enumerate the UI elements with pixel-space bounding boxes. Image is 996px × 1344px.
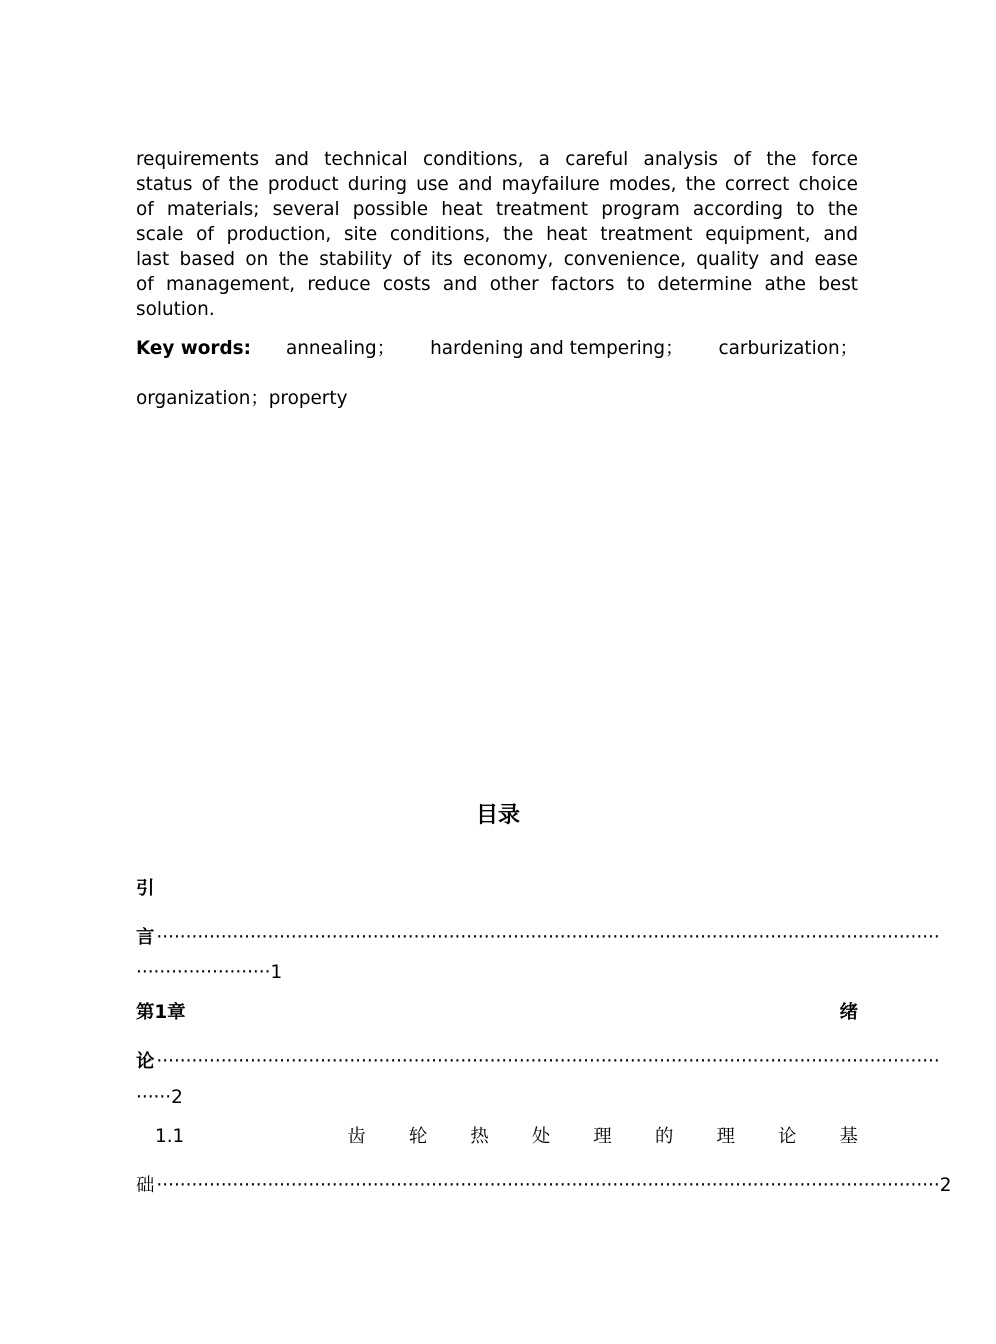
toc-section-char: 齿 xyxy=(347,1126,366,1147)
toc-section-char: 理 xyxy=(716,1126,735,1147)
toc-chapter-prefix: 第1章 xyxy=(136,1002,186,1023)
toc-section-char: 的 xyxy=(654,1126,674,1147)
toc-leader-dots: ······················· xyxy=(136,962,271,983)
toc-entry-section-1-1-line[interactable] xyxy=(136,1173,952,1198)
abstract-line: of materials; several possible heat treatment program according to the xyxy=(136,199,858,220)
toc-chapter-char: 论 xyxy=(136,1051,155,1072)
keyword-item: hardening and tempering； xyxy=(430,338,684,359)
toc-leader-dots: ······································································································································ xyxy=(156,1051,940,1072)
abstract-line: last based on the stability of its economy, convenience, quality and ease xyxy=(136,249,858,270)
keyword-item: carburization； xyxy=(718,338,858,359)
abstract-line: scale of production, site conditions, the heat treatment equipment, and xyxy=(136,224,858,245)
abstract-line: requirements and technical conditions, a careful analysis of the force xyxy=(136,149,858,170)
toc-section-char: 处 xyxy=(531,1126,551,1147)
toc-intro-char: 言 xyxy=(136,927,155,948)
abstract-paragraph xyxy=(136,147,858,322)
keywords-label: Key words: xyxy=(136,338,251,359)
toc-section-char: 础 xyxy=(136,1175,155,1196)
toc-entry-chapter1-line[interactable] xyxy=(136,1049,940,1074)
toc-title: 目录 xyxy=(475,803,520,828)
abstract-line: status of the product during use and mayfailure modes, the correct choice xyxy=(136,174,858,195)
toc-leader-dots: ······································································································································ xyxy=(156,1175,940,1196)
toc-chapter-char: 绪 xyxy=(839,1002,858,1023)
toc-section-number: 1.1 xyxy=(155,1126,185,1147)
toc-entry-intro[interactable] xyxy=(136,925,940,950)
keywords-line xyxy=(136,336,858,361)
toc-entry-section-1-1[interactable] xyxy=(155,1124,858,1149)
toc-section-char: 基 xyxy=(839,1126,858,1147)
toc-entry-intro-page-line[interactable] xyxy=(136,960,282,985)
toc-page-number: 1 xyxy=(270,962,283,983)
toc-page-number: 2 xyxy=(939,1175,952,1196)
toc-section-char: 热 xyxy=(470,1126,489,1147)
abstract-line: of management, reduce costs and other factors to determine athe best xyxy=(136,274,858,295)
toc-intro-char: 引 xyxy=(136,878,155,899)
toc-section-char: 理 xyxy=(593,1126,612,1147)
toc-entry-chapter1-page-line[interactable] xyxy=(136,1085,183,1110)
toc-entry-chapter1[interactable] xyxy=(136,1000,858,1025)
keywords-line-2: organization；property xyxy=(136,388,348,409)
toc-section-char: 论 xyxy=(777,1126,797,1147)
toc-leader-dots: ······ xyxy=(136,1087,172,1108)
toc-section-char: 轮 xyxy=(408,1126,428,1147)
toc-leader-dots: ······································································································································ xyxy=(156,927,940,948)
abstract-line: solution. xyxy=(136,299,215,320)
toc-page-number: 2 xyxy=(171,1087,183,1108)
keyword-item: annealing； xyxy=(285,338,396,359)
